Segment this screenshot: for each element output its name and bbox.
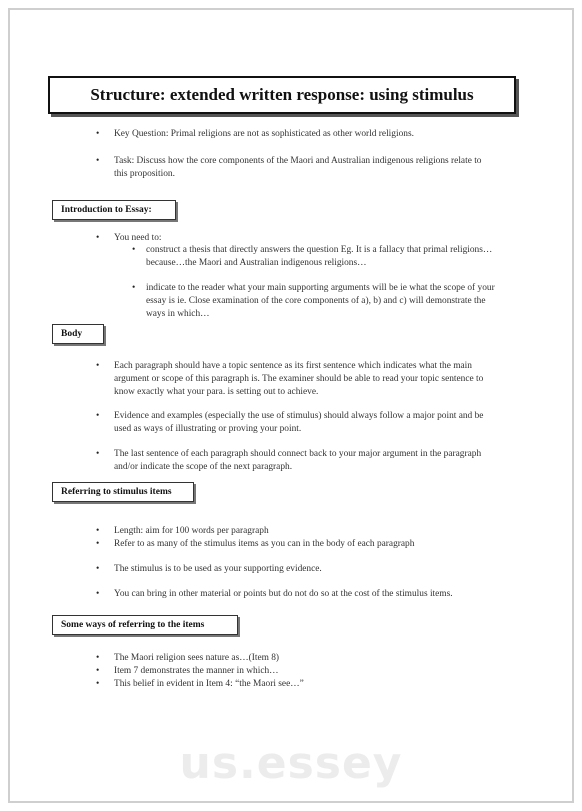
key-question-bullet: • Key Question: Primal religions are not as sophisticated as other world religions. (114, 128, 504, 141)
ways-heading: Some ways of referring to the items (52, 615, 238, 635)
document-title: Structure: extended written response: using stimulus (48, 76, 516, 114)
watermark-text: us.essey (179, 738, 403, 789)
stimulus-bullet-evidence: • The stimulus is to be used as your supporting evidence. (114, 563, 494, 576)
ways-bullet-nature: • The Maori religion sees nature as…(Item 8) (114, 652, 494, 665)
stimulus-heading: Referring to stimulus items (52, 482, 194, 502)
body-bullet-topic-sentence: • Each paragraph should have a topic sentence as its first sentence which indicates what the main argument or scope of this paragraph is. The examiner should be able to read your topic sentence to know exactly what your para. is setting out to achieve. (114, 360, 500, 399)
stimulus-bullet-length: • Length: aim for 100 words per paragraph (114, 525, 494, 538)
body-heading: Body (52, 324, 104, 344)
stimulus-bullet-refer: • Refer to as many of the stimulus items as you can in the body of each paragraph (114, 538, 504, 551)
introduction-heading: Introduction to Essay: (52, 200, 176, 220)
ways-bullet-item7: • Item 7 demonstrates the manner in which… (114, 665, 494, 678)
task-bullet: • Task: Discuss how the core components of the Maori and Australian indigenous religions relate to this proposition. (114, 155, 484, 181)
intro-sub-bullet-scope: • indicate to the reader what your main supporting arguments will be ie what the scope of your essay is ie. Close examination of the core components of a), b) and c) will demonstrate the ways in which… (146, 282, 500, 321)
ways-bullet-item4: • This belief in evident in Item 4: “the Maori see…” (114, 678, 494, 691)
stimulus-bullet-other-material: • You can bring in other material or points but do not do so at the cost of the stimulus items. (114, 588, 500, 601)
body-bullet-last-sentence: • The last sentence of each paragraph should connect back to your major argument in the paragraph and/or indicate the scope of the next paragraph. (114, 448, 500, 474)
intro-lead-bullet: • You need to: (114, 232, 414, 245)
body-bullet-evidence: • Evidence and examples (especially the use of stimulus) should always follow a major point and be used as ways of illustrating or proving your point. (114, 410, 500, 436)
intro-sub-bullet-thesis: • construct a thesis that directly answers the question Eg. It is a fallacy that primal religions…because…the Maori and Australian indigenous religions… (146, 244, 496, 270)
